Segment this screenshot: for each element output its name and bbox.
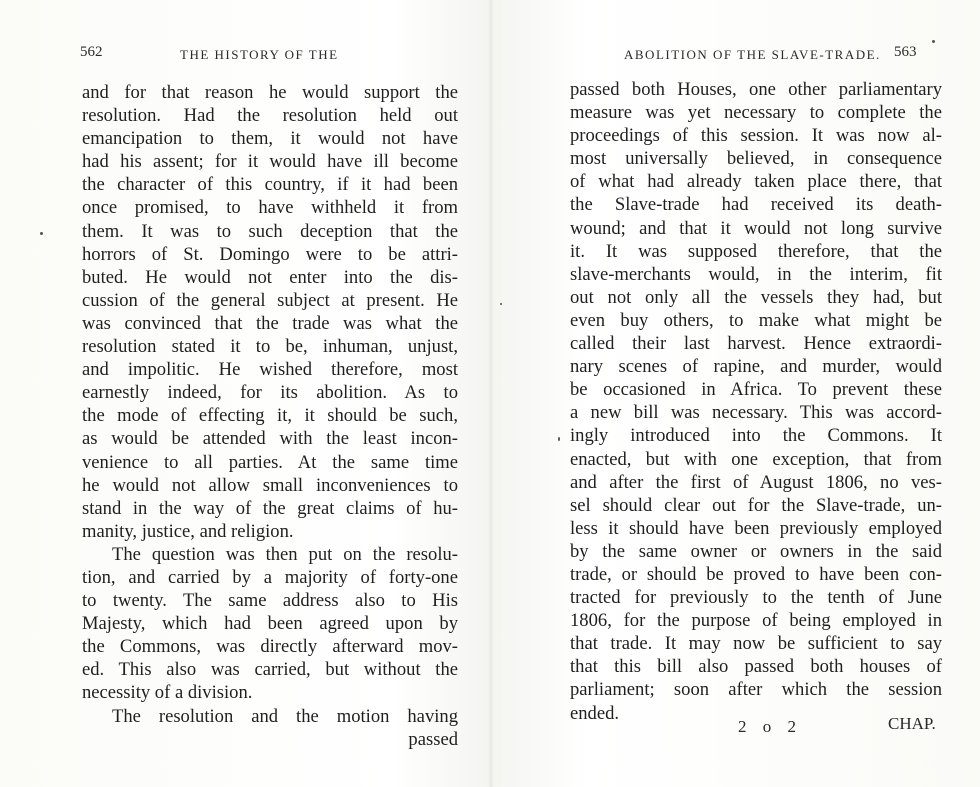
text-line: ended. [570, 702, 620, 724]
text-line: earnestly indeed, for its abolition. As to [82, 382, 458, 404]
text-line: enacted, but with one exception, that from [570, 448, 942, 470]
text-line: wound; and that it would not long survive [570, 217, 942, 239]
text-line: resolution. Had the resolution held out [82, 105, 458, 127]
right-running-head: ABOLITION OF THE SLAVE-TRADE. [624, 47, 881, 62]
text-line: even buy others, to make what might be [570, 309, 942, 331]
text-line: The question was then put on the resolu- [112, 543, 458, 565]
text-line: buted. He would not enter into the dis- [82, 266, 458, 288]
text-line: proceedings of this session. It was now al- [570, 125, 942, 147]
text-line: tion, and carried by a majority of forty-one [82, 566, 458, 588]
text-line: necessity of a division. [82, 682, 253, 704]
signature-mark: 2 o 2 [738, 717, 802, 736]
text-line: that trade. It may now be sufficient to say [570, 633, 942, 655]
left-page-number: 562 [80, 44, 103, 60]
scan-speck [40, 232, 43, 235]
text-line: trade, or should be proved to have been con- [570, 563, 942, 585]
text-line: and after the first of August 1806, no ves- [570, 471, 942, 493]
text-line: The resolution and the motion having [112, 705, 458, 727]
left-page-body [82, 81, 458, 751]
left-running-head: THE HISTORY OF THE [180, 47, 339, 62]
text-line: ed. This also was carried, but without the [82, 659, 458, 681]
text-line: and for that reason he would support the [82, 82, 458, 103]
text-line: of what had already taken place there, that [570, 171, 942, 193]
scan-speck [500, 303, 502, 305]
text-line: sel should clear out for the Slave-trade, un- [570, 494, 942, 516]
text-line: measure was yet necessary to complete the [570, 102, 942, 124]
text-line: and impolitic. He wished therefore, most [82, 359, 458, 381]
text-line: he would not allow small inconveniences to [82, 474, 458, 496]
scan-speck [558, 437, 560, 441]
text-line: resolution stated it to be, inhuman, unjust, [82, 336, 458, 358]
text-line: tracted for previously to the tenth of June [570, 587, 942, 609]
right-page-number: 563 [894, 44, 917, 60]
text-line: it. It was supposed therefore, that the [570, 240, 942, 262]
book-gutter [488, 0, 494, 787]
text-line: Majesty, which had been agreed upon by [82, 613, 458, 635]
text-line: the Slave-trade had received its death- [570, 194, 942, 216]
text-line: them. It was to such deception that the [82, 220, 458, 242]
text-line: emancipation to them, it would not have [82, 128, 458, 150]
text-line: by the same owner or owners in the said [570, 540, 942, 562]
text-line: the Commons, was directly afterward mov- [82, 636, 458, 658]
text-line: was convinced that the trade was what the [82, 312, 458, 334]
text-line: manity, justice, and religion. [82, 520, 294, 542]
text-line: the character of this country, if it had been [82, 174, 458, 196]
right-page-body [570, 78, 942, 725]
text-line: be occasioned in Africa. To prevent these [570, 379, 942, 401]
catchword-right: CHAP. [888, 714, 936, 733]
text-line: out not only all the vessels they had, but [570, 286, 942, 308]
text-line: nary scenes of rapine, and murder, would [570, 356, 942, 378]
text-line: ingly introduced into the Commons. It [570, 425, 942, 447]
text-line: called their last harvest. Hence extraordi- [570, 333, 942, 355]
text-line: slave-merchants would, in the interim, fit [570, 263, 942, 285]
text-line: the mode of effecting it, it should be such, [82, 405, 458, 427]
text-line: parliament; soon after which the session [570, 679, 942, 701]
text-line: as would be attended with the least incon- [82, 428, 458, 450]
text-line: less it should have been previously employed [570, 517, 942, 539]
text-line: a new bill was necessary. This was accord- [570, 402, 942, 424]
catchword-left: passed [408, 728, 458, 750]
text-line: passed both Houses, one other parliamentary [570, 79, 942, 100]
scan-speck [932, 40, 935, 43]
text-line: cussion of the general subject at present. He [82, 289, 458, 311]
text-line: to twenty. The same address also to His [82, 590, 458, 612]
text-line: stand in the way of the great claims of hu- [82, 497, 458, 519]
text-line: most universally believed, in consequence [570, 148, 942, 170]
text-line: horrors of St. Domingo were to be attri- [82, 243, 458, 265]
text-line: that this bill also passed both houses of [570, 656, 942, 678]
text-line: had his assent; for it would have ill become [82, 151, 458, 173]
text-line: venience to all parties. At the same time [82, 451, 458, 473]
text-line: once promised, to have withheld it from [82, 197, 458, 219]
text-line: 1806, for the purpose of being employed in [570, 610, 942, 632]
